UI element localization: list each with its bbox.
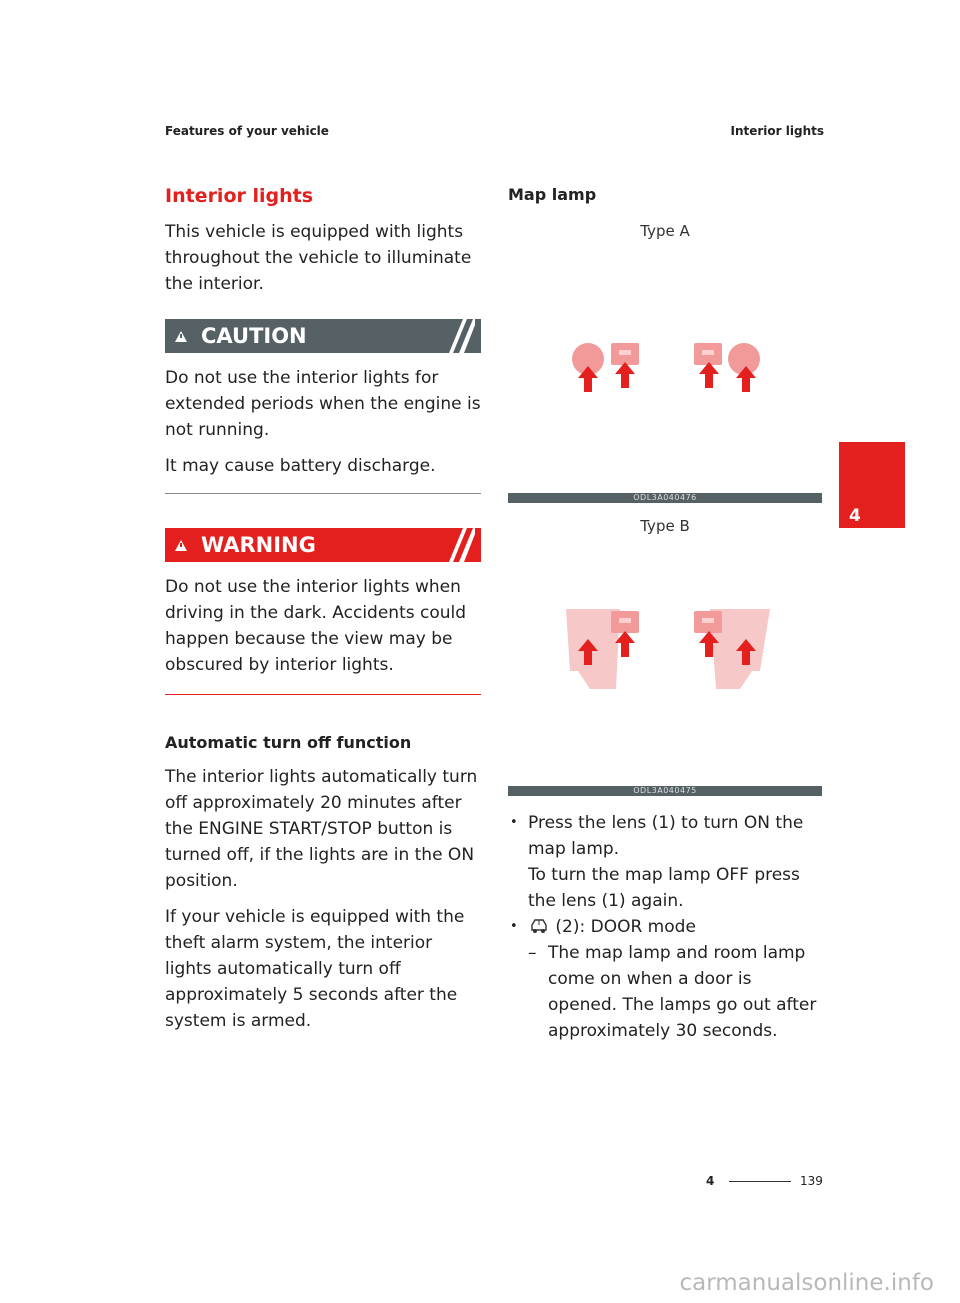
instruction-press-again: To turn the map lamp OFF press the lens (1) again. bbox=[528, 865, 800, 911]
warning-triangle-icon bbox=[175, 540, 187, 551]
right-column bbox=[508, 185, 824, 1044]
footer-page-number: 139 bbox=[800, 1174, 823, 1188]
running-header-section: Features of your vehicle bbox=[165, 124, 329, 138]
warning-label: WARNING bbox=[201, 533, 316, 557]
figure-type-a bbox=[508, 218, 822, 503]
caution-label: CAUTION bbox=[201, 324, 307, 348]
chapter-tab-number: 4 bbox=[849, 506, 861, 526]
map-lamp-type-a-illustration bbox=[508, 244, 822, 489]
map-lamp-instructions bbox=[508, 810, 824, 1044]
door-mode-car-icon bbox=[528, 917, 550, 935]
warning-end-rule bbox=[165, 694, 481, 695]
instruction-door-mode: (2): DOOR mode bbox=[555, 917, 696, 937]
caution-text: Do not use the interior lights for extended periods when the engine is not running. bbox=[165, 368, 481, 440]
intro-paragraph: This vehicle is equipped with lights throughout the vehicle to illuminate the interior. bbox=[165, 222, 472, 294]
door-mode-description: – The map lamp and room lamp come on when a door is opened. The lamps go out after approximately 30 seconds. bbox=[528, 940, 824, 1044]
figure-type-a-label: Type A bbox=[640, 222, 690, 240]
footer-chapter-number: 4 bbox=[706, 1174, 715, 1188]
chapter-tab bbox=[839, 442, 905, 528]
footer-divider bbox=[729, 1181, 791, 1182]
left-column bbox=[165, 185, 481, 1044]
section-title: Interior lights bbox=[165, 185, 314, 207]
list-item bbox=[508, 914, 824, 1044]
map-lamp-type-b-illustration bbox=[508, 539, 822, 782]
figure-type-b bbox=[508, 513, 822, 796]
running-header-topic: Interior lights bbox=[730, 124, 824, 138]
auto-off-paragraph-1: The interior lights automatically turn off approximately 20 minutes after the ENGINE START/STOP button is turned off, if the lights are in the ON position. bbox=[165, 767, 478, 891]
caution-warning-triangle-icon bbox=[175, 331, 187, 342]
list-item bbox=[508, 810, 824, 914]
warning-banner bbox=[165, 528, 481, 562]
instruction-press-lens: Press the lens (1) to turn ON the map lamp. bbox=[528, 813, 804, 859]
subsection-title: Automatic turn off function bbox=[165, 733, 412, 752]
auto-off-paragraph-2: If your vehicle is equipped with the theft alarm system, the interior lights automatically turn off approximately 5 seconds after the system is armed. bbox=[165, 907, 465, 1031]
map-lamp-title: Map lamp bbox=[508, 185, 597, 204]
warning-slash-decoration bbox=[435, 528, 475, 562]
figure-type-a-code: ODL3A040476 bbox=[508, 493, 822, 503]
caution-end-rule bbox=[165, 493, 481, 494]
caution-text-2: It may cause battery discharge. bbox=[165, 456, 436, 476]
caution-slash-decoration bbox=[435, 319, 475, 353]
watermark: carmanualsonline.info bbox=[679, 1270, 934, 1296]
figure-type-b-label: Type B bbox=[640, 517, 690, 535]
figure-type-b-code: ODL3A040475 bbox=[508, 786, 822, 796]
caution-banner bbox=[165, 319, 481, 353]
warning-text: Do not use the interior lights when driving in the dark. Accidents could happen because the view may be obscured by interior lights. bbox=[165, 577, 467, 675]
